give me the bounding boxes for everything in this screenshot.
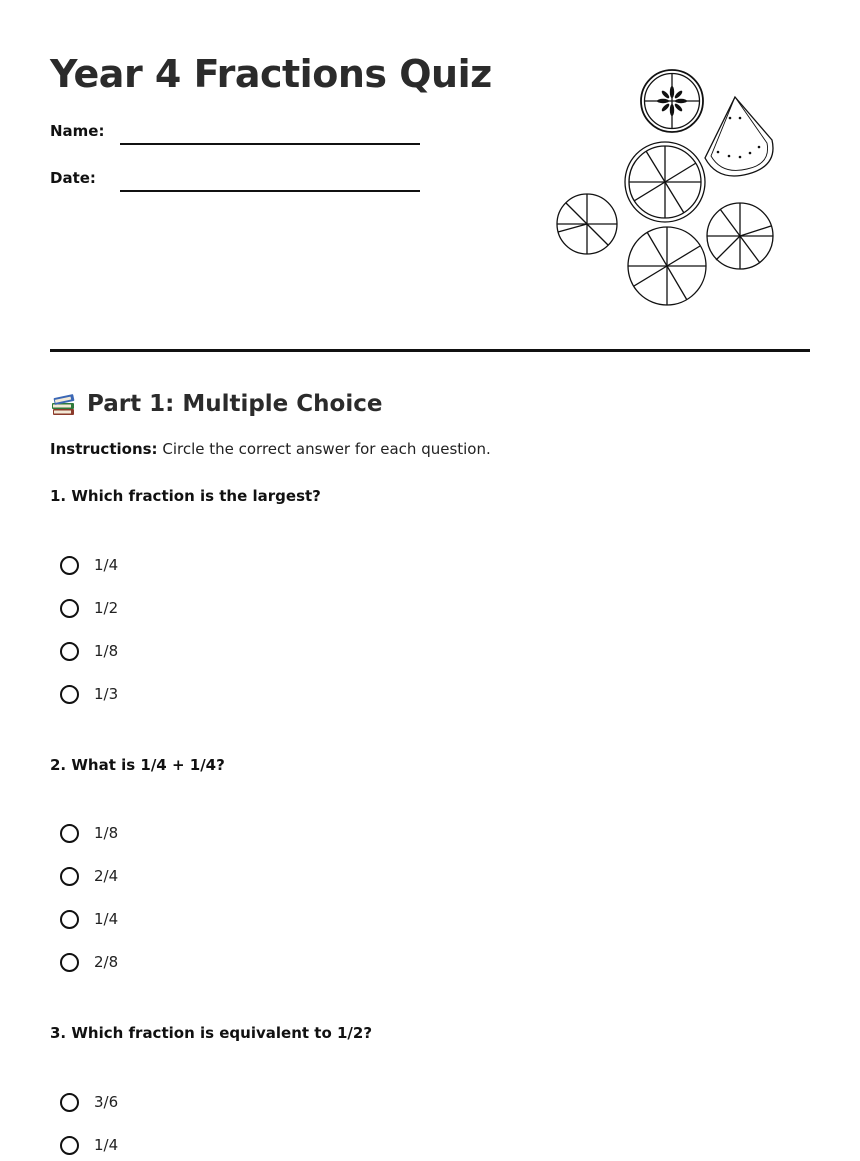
radio-circle[interactable] [60,867,79,886]
question-3: 3. Which fraction is equivalent to 1/2? [50,1024,373,1042]
section-divider [50,349,810,352]
radio-circle[interactable] [60,1136,79,1155]
name-field[interactable] [120,143,420,145]
q2-option-4[interactable] [60,949,118,975]
radio-circle[interactable] [60,685,79,704]
option-label: 2/8 [94,953,119,971]
name-label: Name: [50,122,105,140]
instructions [50,440,491,458]
radio-circle[interactable] [60,642,79,661]
radio-circle[interactable] [60,824,79,843]
radio-circle[interactable] [60,1093,79,1112]
books-icon [50,391,77,418]
radio-circle[interactable] [60,910,79,929]
option-label: 1/3 [94,685,119,703]
radio-circle[interactable] [60,599,79,618]
q1-option-4[interactable] [60,681,118,707]
q1-option-1[interactable] [60,552,118,578]
q1-option-3[interactable] [60,638,118,664]
option-label: 1/4 [94,1136,119,1154]
radio-circle[interactable] [60,556,79,575]
option-label: 2/4 [94,867,119,885]
instructions-text: Circle the correct answer for each question. [162,440,491,458]
radio-circle[interactable] [60,953,79,972]
q2-option-3[interactable] [60,906,118,932]
date-field[interactable] [120,190,420,192]
question-1: 1. Which fraction is the largest? [50,487,321,505]
question-2: 2. What is 1/4 + 1/4? [50,756,225,774]
q2-option-2[interactable] [60,863,118,889]
option-label: 3/6 [94,1093,119,1111]
part1-heading [50,386,382,422]
option-label: 1/4 [94,910,119,928]
page-title: Year 4 Fractions Quiz [50,52,492,96]
q2-option-1[interactable] [60,820,118,846]
fruit-slices-illustration [545,60,790,315]
date-label: Date: [50,169,96,187]
instructions-lead: Instructions: [50,440,158,458]
option-label: 1/8 [94,642,119,660]
part1-title: Part 1: Multiple Choice [87,391,383,417]
q1-option-2[interactable] [60,595,118,621]
q3-option-2[interactable] [60,1132,118,1158]
option-label: 1/2 [94,599,119,617]
q3-option-1[interactable] [60,1089,118,1115]
option-label: 1/4 [94,556,119,574]
option-label: 1/8 [94,824,119,842]
